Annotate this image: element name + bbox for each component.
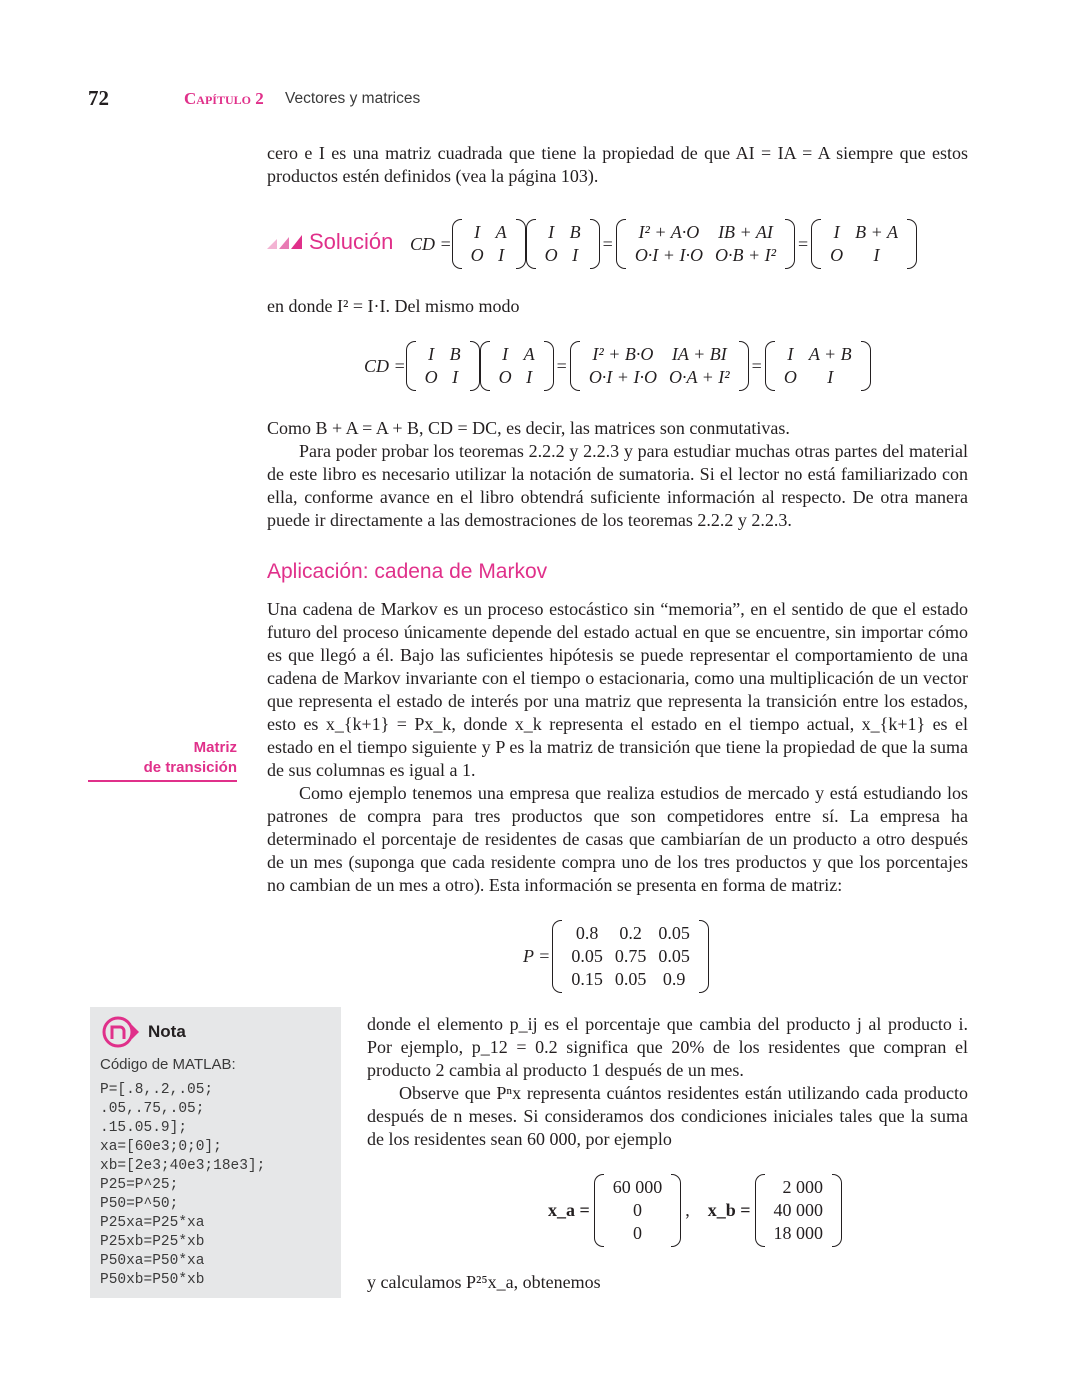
ejemplo-paragraph: Como ejemplo tenemos una empresa que realiza estudios de mercado y está estudiando los patrones de compra para tres productos que son competidores entre sí. La empresa ha determinado el porcentaje de residentes de casas que cambiarían de un producto a otro después de un mes (suponga que cada residente compra uno de los tres productos y que los porcentajes no cambian de un mes a otro). Esta información se presenta en forma de matriz: [267, 783, 968, 895]
commutative-block [267, 417, 968, 532]
vectors-equation: x_a = 60 000 0 0 , x_b = 2 000 40 000 18 000 [548, 1170, 842, 1250]
matrix-n4: I A + B O I [765, 341, 871, 391]
chapter-title: Vectores y matrices [285, 90, 421, 107]
margin-note [88, 738, 237, 778]
matrix-n1: I B O I [406, 341, 480, 391]
margin-note-line1: Matriz [193, 739, 237, 756]
chapter-label: Capítulo 2 [184, 89, 264, 108]
margin-note-line2: de transición [143, 759, 237, 776]
en-donde-line: en donde I² = I·I. Del mismo modo [267, 296, 520, 316]
xa-label: x_a = [548, 1199, 590, 1220]
matrix-n3: I² + B·O IA + BI O·I + I·O O·A + I² [570, 341, 749, 391]
matlab-code: P=[.8,.2,.05; .05,.75,.05; .15.05.9]; xa=[60e3;0;0]; xb=[2e3;40e3;18e3]; P25=P^25; P50=P^50; P25xa=P25*xa P25xb=P25*xb P50xa=P50*xa P50xb=P50*xb [100, 1082, 266, 1288]
nota-icon [102, 1016, 140, 1048]
nota-box [90, 1007, 341, 1298]
cd-lhs-1: CD = [410, 233, 452, 254]
xa-vector: 60 000 0 0 [594, 1174, 682, 1247]
p-matrix: 0.8 0.2 0.05 0.05 0.75 0.05 0.15 0.05 0.9 [552, 920, 709, 993]
markov-block [267, 598, 968, 897]
xb-vector: 2 000 40 000 18 000 [755, 1174, 843, 1247]
p-label: P = [523, 945, 551, 966]
xb-label: x_b = [707, 1199, 751, 1220]
nota-title: Nota [148, 1022, 186, 1041]
second-equation: CD = I B O I I A O I = I² + B·O IA + BI O·I + I·O O·A + I² = I A + B O I [364, 334, 871, 398]
solution-equation: CD = I A O I I B O I = I² + A·O IB + AI O·I + I·O O·B + I² = I B + A O I [410, 212, 917, 276]
section-title: Aplicación: cadena de Markov [267, 560, 548, 583]
donde-block [367, 1013, 968, 1151]
page-number: 72 [88, 86, 109, 110]
cd-lhs-2: CD = [364, 355, 406, 376]
observe-paragraph: Observe que Pⁿx representa cuántos residentes están utilizando cada producto después de n meses. Si consideramos dos condiciones iniciales tales que la suma de los residentes sean 60 000, por ejemplo [367, 1083, 968, 1149]
como-line: Como B + A = A + B, CD = DC, es decir, las matrices son conmutativas. [267, 418, 790, 438]
solution-label [267, 229, 393, 255]
solution-triangles-icon [267, 235, 303, 249]
matrix-n2: I A O I [480, 341, 554, 391]
matrix-m4: I B + A O I [811, 219, 917, 269]
para-paragraph: Para poder probar los teoremas 2.2.2 y 2.2.3 y para estudiar muchas otras partes del material de este libro es necesario utilizar la notación de sumatoria. Si el lector no está familiarizado con ella, conforme avance en el libro obtendrá suficiente información al respecto. De otra manera puede ir directamente a las demostraciones de los teoremas 2.2.2 y 2.2.3. [267, 441, 968, 530]
margin-note-rule [88, 780, 237, 782]
solution-label-text: Solución [309, 229, 394, 254]
matrix-m1: I A O I [452, 219, 526, 269]
matrix-m3: I² + A·O IB + AI O·I + I·O O·B + I² [616, 219, 795, 269]
matrix-m2: I B O I [526, 219, 600, 269]
donde-paragraph: donde el elemento p_ij es el porcentaje que cambia del producto j al producto i. Por ejemplo, p_12 = 0.2 significa que 20% de los residentes que compran el producto 2 cambia al producto 1 después de un mes. [367, 1014, 968, 1080]
final-line: y calculamos P²⁵x_a, obtenemos [367, 1272, 601, 1292]
p-matrix-equation [523, 918, 709, 994]
intro-paragraph: cero e I es una matriz cuadrada que tiene la propiedad de que AI = IA = A siempre que estos productos estén definidos (vea la página 103). [267, 143, 968, 186]
nota-subtitle: Código de MATLAB: [100, 1056, 236, 1073]
markov-paragraph: Una cadena de Markov es un proceso estocástico sin “memoria”, en el sentido de que el estado futuro del proceso únicamente depende del estado actual en que se encuentre, sin importar cómo es que llegó a él. Bajo las suficientes hipótesis se puede representar el comportamiento de una cadena de Markov invariante con el tiempo o estacionaria, como una multiplicación de un vector que representa el estado de interés por una matriz que representa la transición entre los estados, esto es x_{k+1} = Px_k, donde x_k representa el estado en el tiempo actual, x_{k+1} es el estado en el tiempo siguiente y P es la matriz de transición que tiene la propiedad de que la suma de sus columnas es igual a 1. [267, 599, 968, 780]
